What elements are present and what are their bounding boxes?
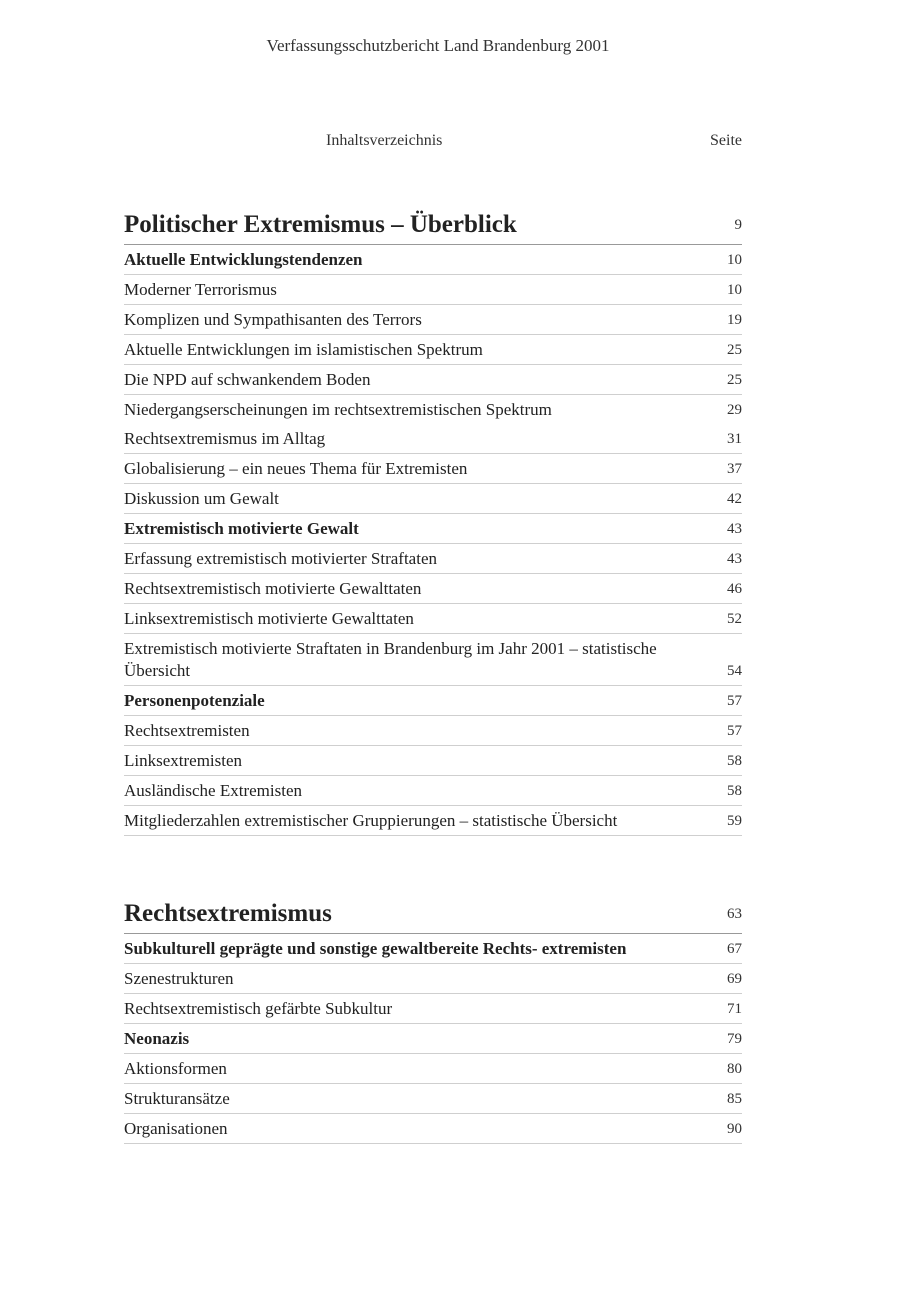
toc-entry-page: 63 (727, 906, 742, 922)
toc-section-extremismus[interactable] (124, 202, 742, 245)
toc-page-label: Seite (710, 132, 742, 149)
toc-entry-page: 90 (727, 1121, 742, 1137)
toc-entry-title: Rechtsextremistisch gefärbte Subkultur (124, 999, 393, 1018)
toc-entry-title: Erfassung extremistisch motivierter Straftaten (124, 549, 437, 568)
toc-entry[interactable] (124, 1114, 742, 1144)
toc-entry[interactable] (124, 275, 742, 305)
toc-entry-page: 42 (727, 491, 742, 507)
toc-entry-title: Szenestrukturen (124, 969, 234, 988)
toc-entry-page: 19 (727, 312, 742, 328)
toc-entry[interactable] (124, 574, 742, 604)
toc-entry[interactable] (124, 395, 742, 424)
toc-entry[interactable] (124, 484, 742, 514)
toc-entry-page: 43 (727, 551, 742, 567)
toc-entry-page: 58 (727, 783, 742, 799)
toc-entry-title: Globalisierung – ein neues Thema für Extremisten (124, 459, 468, 478)
toc-entry[interactable] (124, 544, 742, 574)
toc-entry[interactable] (124, 994, 742, 1024)
toc-entry-title: Rechtsextremismus (124, 900, 332, 927)
toc-entry-title: Subkulturell geprägte und sonstige gewaltbereite Rechts- extremisten (124, 939, 627, 958)
toc-entry-page: 9 (734, 217, 742, 233)
toc-entry-page: 10 (727, 282, 742, 298)
toc-entry-page: 58 (727, 753, 742, 769)
toc-entry-title: Extremistisch motivierte Gewalt (124, 519, 359, 538)
toc-entry[interactable] (124, 365, 742, 395)
toc-section-rechtsextremismus[interactable] (124, 891, 742, 934)
toc-entry[interactable] (124, 746, 742, 776)
toc-entry-title: Komplizen und Sympathisanten des Terrors (124, 310, 422, 329)
toc-entry-page: 67 (727, 941, 742, 957)
toc-subsection[interactable] (124, 686, 742, 716)
toc-entry-page: 46 (727, 581, 742, 597)
toc-entry[interactable] (124, 716, 742, 746)
toc-entry[interactable] (124, 806, 742, 836)
toc-entry-title: Organisationen (124, 1119, 228, 1138)
toc-entry-page: 79 (727, 1031, 742, 1047)
toc-entry-title: Niedergangserscheinungen im rechtsextremistischen Spektrum (124, 400, 552, 419)
toc-entry-title: Linksextremistisch motivierte Gewalttaten (124, 609, 414, 628)
toc-entry-page: 10 (727, 252, 742, 268)
toc-entry-title: Aktuelle Entwicklungstendenzen (124, 250, 363, 269)
toc-entry[interactable] (124, 424, 742, 454)
toc-entry-page: 25 (727, 342, 742, 358)
toc-entry[interactable] (124, 454, 742, 484)
toc-entry[interactable] (124, 1084, 742, 1114)
toc-subsection[interactable] (124, 514, 742, 544)
toc-entry[interactable] (124, 776, 742, 806)
toc-entry-title: Personenpotenziale (124, 691, 265, 710)
toc-entry[interactable] (124, 634, 742, 686)
toc-entry-title: Politischer Extremismus – Überblick (124, 211, 517, 238)
running-head: Verfassungsschutzbericht Land Brandenburg 2001 (266, 36, 610, 55)
toc-entry-page: 57 (727, 693, 742, 709)
toc-entry-page: 43 (727, 521, 742, 537)
toc-entry-page: 31 (727, 431, 742, 447)
toc-entry-title: Rechtsextremisten (124, 721, 250, 740)
toc-entry-title: Rechtsextremistisch motivierte Gewalttaten (124, 579, 422, 598)
toc-entry-page: 25 (727, 372, 742, 388)
table-of-contents (124, 202, 742, 1144)
toc-entry-page: 54 (727, 663, 742, 679)
toc-entry-page: 80 (727, 1061, 742, 1077)
toc-entry-page: 71 (727, 1001, 742, 1017)
toc-entry-page: 59 (727, 813, 742, 829)
toc-subsection[interactable] (124, 245, 742, 275)
toc-title: Inhaltsverzeichnis (326, 132, 443, 149)
toc-entry[interactable] (124, 305, 742, 335)
toc-entry-title: Moderner Terrorismus (124, 280, 277, 299)
toc-entry-title: Die NPD auf schwankendem Boden (124, 370, 371, 389)
toc-entry-title: Linksextremisten (124, 751, 243, 770)
toc-entry-page: 69 (727, 971, 742, 987)
toc-entry-title: Mitgliederzahlen extremistischer Gruppierungen – statistische Übersicht (124, 811, 618, 830)
toc-entry-title: Extremistisch motivierte Straftaten in Brandenburg im Jahr 2001 – statistische Übersicht (124, 639, 657, 680)
toc-entry-title: Aktuelle Entwicklungen im islamistischen Spektrum (124, 340, 483, 359)
toc-entry-title: Ausländische Extremisten (124, 781, 302, 800)
toc-entry-title: Strukturansätze (124, 1089, 230, 1108)
toc-entry-title: Rechtsextremismus im Alltag (124, 429, 326, 448)
toc-entry-page: 85 (727, 1091, 742, 1107)
toc-entry-title: Neonazis (124, 1029, 190, 1048)
toc-entry-page: 37 (727, 461, 742, 477)
toc-entry[interactable] (124, 964, 742, 994)
toc-entry-page: 52 (727, 611, 742, 627)
toc-entry-title: Aktionsformen (124, 1059, 227, 1078)
toc-entry-page: 29 (727, 402, 742, 418)
toc-entry[interactable] (124, 335, 742, 365)
toc-entry-page: 57 (727, 723, 742, 739)
toc-subsection[interactable] (124, 1024, 742, 1054)
toc-entry-title: Diskussion um Gewalt (124, 489, 279, 508)
toc-entry[interactable] (124, 604, 742, 634)
section-gap (124, 836, 742, 891)
toc-entry[interactable] (124, 1054, 742, 1084)
toc-subsection[interactable] (124, 934, 742, 964)
